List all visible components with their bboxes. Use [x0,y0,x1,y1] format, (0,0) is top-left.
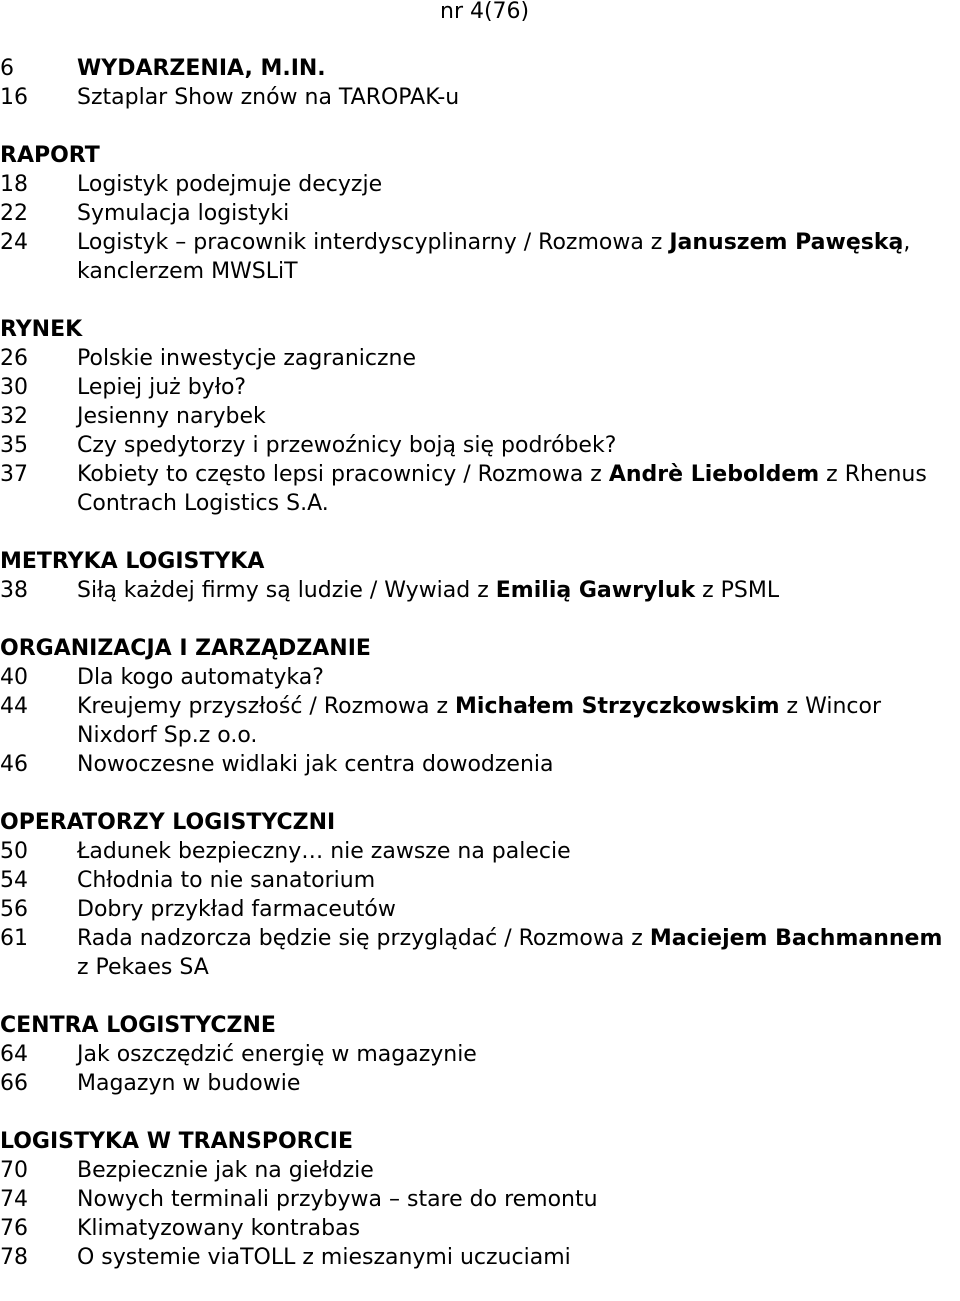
page-number: 30 [0,375,28,400]
page-number: 37 [0,462,28,487]
entry-title [77,837,960,866]
page-number: 61 [0,926,28,951]
toc-entry [0,54,960,83]
entry-title [77,460,960,518]
entry-title [77,344,960,373]
table-of-contents [0,54,960,1301]
page-number: 74 [0,1187,28,1212]
section-heading: LOGISTYKA W TRANSPORCIE [0,1129,353,1154]
entry-title-text: Dla kogo automatyka? [77,665,324,690]
toc-entry [0,228,960,286]
entry-title [77,431,960,460]
entry-title-text: Polskie inwestycje zagraniczne [77,346,417,371]
toc-entry [0,1040,960,1069]
section-heading: RAPORT [0,143,100,168]
entry-title-text: Symulacja logistyki [77,201,290,226]
page-number: 40 [0,665,28,690]
toc-entry [0,663,960,692]
page-number: 64 [0,1042,28,1067]
entry-title-emphasis: Januszem Pawęską [669,230,904,255]
entry-title-text: Kobiety to często lepsi pracownicy / Rozmowa z [77,462,609,487]
toc-entry [0,692,960,750]
entry-title-text: , kanclerzem MWSLiT [77,230,911,284]
page-number: 16 [0,85,28,110]
entry-title-text: z Rhenus Contrach Logistics S.A. [77,462,927,516]
entry-title-text: z Wincor Nixdorf Sp.z o.o. [77,694,882,748]
entry-title-text: Logistyk podejmuje decyzje [77,172,383,197]
page-number: 46 [0,752,28,777]
page-number: 22 [0,201,28,226]
toc-entry [0,199,960,228]
page-number: 44 [0,694,28,719]
entry-title-text: Nowych terminali przybywa – stare do remontu [77,1187,598,1212]
entry-title-text: z PSML [695,578,780,603]
toc-section [0,808,960,982]
entry-title-text: Lepiej już było? [77,375,247,400]
entry-title-text: Ładunek bezpieczny… nie zawsze na palecie [77,839,571,864]
entry-title [77,1040,960,1069]
page-number: 6 [0,56,14,81]
page-number: 66 [0,1071,28,1096]
toc-entry [0,402,960,431]
toc-section [0,54,960,112]
page-number: 54 [0,868,28,893]
entry-title-emphasis: Michałem Strzyczkowskim [455,694,780,719]
section-heading: ORGANIZACJA I ZARZĄDZANIE [0,636,371,661]
entry-title-emphasis: Andrè Lieboldem [608,462,820,487]
entry-title [77,895,960,924]
entry-title [77,373,960,402]
toc-entry [0,895,960,924]
entry-title-emphasis: WYDARZENIA, M.IN. [77,56,326,81]
toc-entry [0,344,960,373]
entry-title-text: Nowoczesne widlaki jak centra dowodzenia [77,752,554,777]
toc-entry [0,1243,960,1272]
entry-title-text: Czy spedytorzy i przewoźnicy boją się podróbek? [77,433,617,458]
toc-entry [0,83,960,112]
page-number: 70 [0,1158,28,1183]
entry-title [77,83,960,112]
entry-title [77,1069,960,1098]
entry-title-emphasis: Maciejem Bachmannem [649,926,943,951]
toc-entry [0,1185,960,1214]
toc-entry [0,576,960,605]
toc-entry [0,431,960,460]
toc-entry [0,1214,960,1243]
entry-title [77,54,960,83]
toc-entry [0,373,960,402]
entry-title-text: Klimatyzowany kontrabas [77,1216,361,1241]
toc-entry [0,924,960,982]
entry-title-text: Kreujemy przyszłość / Rozmowa z [77,694,456,719]
entry-title-text: Sztaplar Show znów na TAROPAK-u [77,85,460,110]
page-number: 38 [0,578,28,603]
entry-title [77,402,960,431]
entry-title-text: Logistyk – pracownik interdyscyplinarny / Rozmowa z [77,230,670,255]
entry-title [77,1243,960,1272]
page-number: 76 [0,1216,28,1241]
toc-entry [0,750,960,779]
page-number: 18 [0,172,28,197]
entry-title-text: Jesienny narybek [77,404,266,429]
section-heading: CENTRA LOGISTYCZNE [0,1013,276,1038]
entry-title [77,228,960,286]
toc-section [0,141,960,286]
section-heading: METRYKA LOGISTYKA [0,549,265,574]
toc-entry [0,170,960,199]
toc-entry [0,837,960,866]
page-number: 32 [0,404,28,429]
toc-section [0,1011,960,1098]
entry-title-text: Magazyn w budowie [77,1071,301,1096]
section-heading: OPERATORZY LOGISTYCZNI [0,810,336,835]
toc-entry [0,1156,960,1185]
toc-entry [0,1069,960,1098]
entry-title-text: Chłodnia to nie sanatorium [77,868,376,893]
toc-section [0,315,960,518]
toc-section [0,1127,960,1272]
entry-title-text: Bezpiecznie jak na giełdzie [77,1158,374,1183]
toc-section [0,547,960,605]
entry-title-text: Rada nadzorcza będzie się przyglądać / Rozmowa z [77,926,650,951]
entry-title [77,199,960,228]
page-number: 56 [0,897,28,922]
toc-entry [0,866,960,895]
entry-title [77,866,960,895]
page-number: 26 [0,346,28,371]
entry-title [77,663,960,692]
section-heading: RYNEK [0,317,83,342]
entry-title [77,692,960,750]
toc-entry [0,460,960,518]
entry-title-text: Jak oszczędzić energię w magazynie [77,1042,477,1067]
issue-number: nr 4(76) [440,0,530,24]
entry-title-emphasis: Emilią Gawryluk [495,578,696,603]
entry-title [77,1214,960,1243]
entry-title [77,1185,960,1214]
page-number: 50 [0,839,28,864]
toc-section [0,634,960,779]
entry-title [77,576,960,605]
entry-title-text: O systemie viaTOLL z mieszanymi uczuciami [77,1245,571,1270]
page-number: 35 [0,433,28,458]
entry-title [77,170,960,199]
entry-title-text: Siłą każdej firmy są ludzie / Wywiad z [77,578,496,603]
entry-title-text: Dobry przykład farmaceutów [77,897,396,922]
page-number: 78 [0,1245,28,1270]
entry-title-text: z Pekaes SA [77,955,209,980]
page-number: 24 [0,230,28,255]
entry-title [77,924,960,982]
entry-title [77,750,960,779]
entry-title [77,1156,960,1185]
